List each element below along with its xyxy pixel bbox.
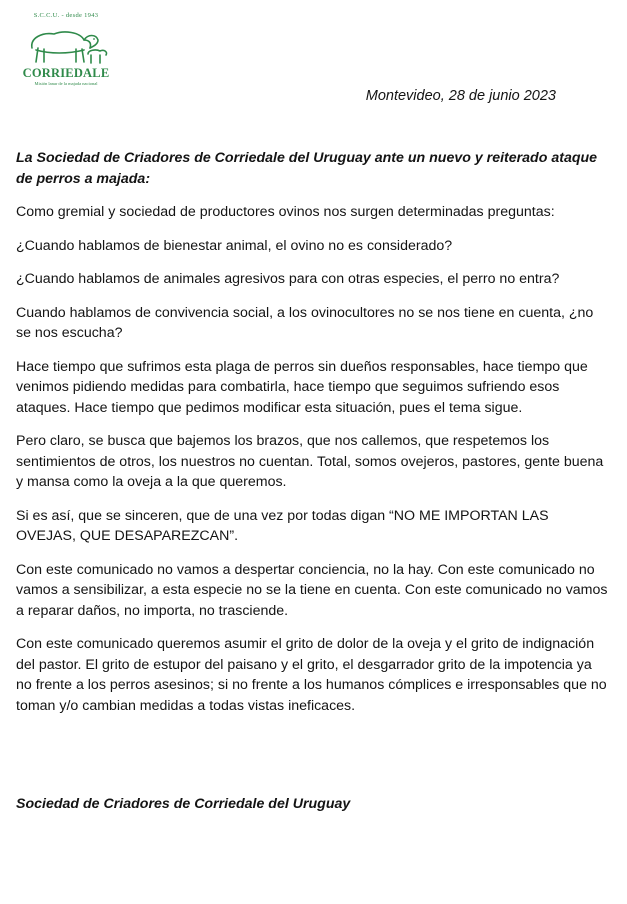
sheep-icon — [24, 20, 108, 66]
paragraph: Si es así, que se sinceren, que de una vez por todas digan “NO ME IMPORTAN LAS OVEJAS, QUE DESAPAREZCAN”. — [16, 507, 549, 544]
logo-top-text: S.C.C.U. - desde 1943 — [33, 12, 99, 19]
paragraph: Con este comunicado queremos asumir el grito de dolor de la oveja y el grito de indignación del pastor. El grito de estupor del paisano y el grito, el desgarrador grito de la impotencia ya no frente a los perros asesinos; si no frente a los humanos cómplices e irresponsables que no toman y/o cambian medidas a todas vistas ineficaces. — [16, 636, 607, 714]
signature: Sociedad de Criadores de Corriedale del Uruguay — [16, 796, 351, 812]
letter-title: La Sociedad de Criadores de Corriedale del Uruguay ante un nuevo y reiterado ataque de perros a majada: — [16, 150, 598, 187]
letter-body — [16, 148, 610, 729]
paragraph: Pero claro, se busca que bajemos los brazos, que nos callemos, que respetemos los sentimientos de otros, los nuestros no cuentan. Total, somos ovejeros, pastores, gente buena y mansa como la oveja a la que queremos. — [16, 433, 604, 490]
logo-name: CORRIEDALE — [22, 66, 110, 80]
logo-tagline: Misión lanar de la majada nacional — [34, 81, 98, 86]
paragraph: ¿Cuando hablamos de animales agresivos para con otras especies, el perro no entra? — [16, 271, 560, 287]
date-line: Montevideo, 28 de junio 2023 — [365, 88, 556, 104]
paragraph: ¿Cuando hablamos de bienestar animal, el ovino no es considerado? — [16, 237, 453, 254]
paragraph: Cuando hablamos de convivencia social, a los ovinocultores no se nos tiene en cuenta, ¿no se nos escucha? — [16, 304, 594, 341]
corriedale-logo — [16, 8, 116, 86]
paragraph: Como gremial y sociedad de productores ovinos nos surgen determinadas preguntas: — [16, 204, 555, 220]
paragraph: Hace tiempo que sufrimos esta plaga de perros sin dueños responsables, hace tiempo que venimos pidiendo medidas para combatirla, hace tiempo que seguimos sufriendo esos ataques. Hace tiempo que pedimos modificar esta situación, pues el tema sigue. — [16, 358, 588, 416]
paragraph: Con este comunicado no vamos a despertar conciencia, no la hay. Con este comunicado no vamos a sensibilizar, a esta especie no se la tiene en cuenta. Con este comunicado no vamos a reparar daños, no importa, no trasciende. — [16, 561, 608, 619]
